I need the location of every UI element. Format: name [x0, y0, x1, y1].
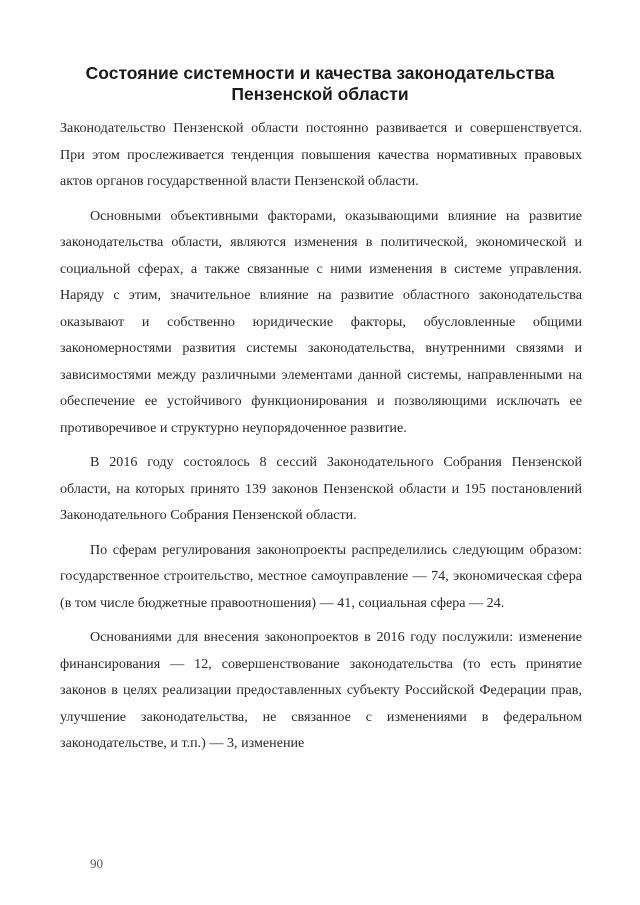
paragraph-1-text: Законодательство Пензенской области постоянно развивается и совершенствуется. При этом прослеживается тенденция повышения качества нормативных правовых актов органов государственной власти Пензенской области. — [60, 120, 582, 189]
page-number: 90 — [90, 856, 103, 871]
paragraph-4-text: По сферам регулирования законопроекты распределились следующим образом: государственное строительство, местное самоуправление — 74, экономическая сфера (в том числе бюджетные правоотношения) — 41, социальная сфера — 24. — [60, 541, 582, 611]
paragraph-2 — [60, 203, 582, 442]
paragraph-3 — [60, 449, 582, 529]
title-line-2: Пензенской области — [231, 84, 409, 104]
paragraph-1 — [60, 115, 582, 195]
paragraph-5 — [60, 624, 582, 757]
title-line-1: Состояние системности и качества законодательства — [85, 63, 555, 83]
paragraph-3-text: В 2016 году состоялось 8 сессий Законодательного Собрания Пензенской области, на которых принято 139 законов Пензенской области и 195 постановлений Законодательного Собрания Пензенской области. — [60, 454, 582, 523]
paragraph-2-text: Основными объективными факторами, оказывающими влияние на развитие законодательства области, являются изменения в политической, экономической и социальной сферах, а также связанные с ними изменения в системе управления. Наряду с этим, значительное влияние на развитие областного законодательства оказывают и собственно юридические факторы, обусловленные общими закономерностями развития системы законодательства, внутренними связями и зависимостями между различными элементами данной системы, направленными на обеспечение ее устойчивого функционирования и позволяющими исключать ее противоречивое и структурно неупорядоченное развитие. — [60, 207, 582, 436]
paragraph-5-text: Основаниями для внесения законопроектов в 2016 году послужили: изменение финансирования — 12, совершенствование законодательства (то есть принятие законов в целях реализации предоставленных субъекту Российской Федерации прав, улучшение законодательства, не связанное с изменениями в федеральном законодательстве, и т.п.) — 3, изменение — [60, 629, 582, 751]
body-text — [60, 115, 582, 765]
paragraph-4 — [60, 537, 582, 617]
page-title — [60, 63, 580, 105]
